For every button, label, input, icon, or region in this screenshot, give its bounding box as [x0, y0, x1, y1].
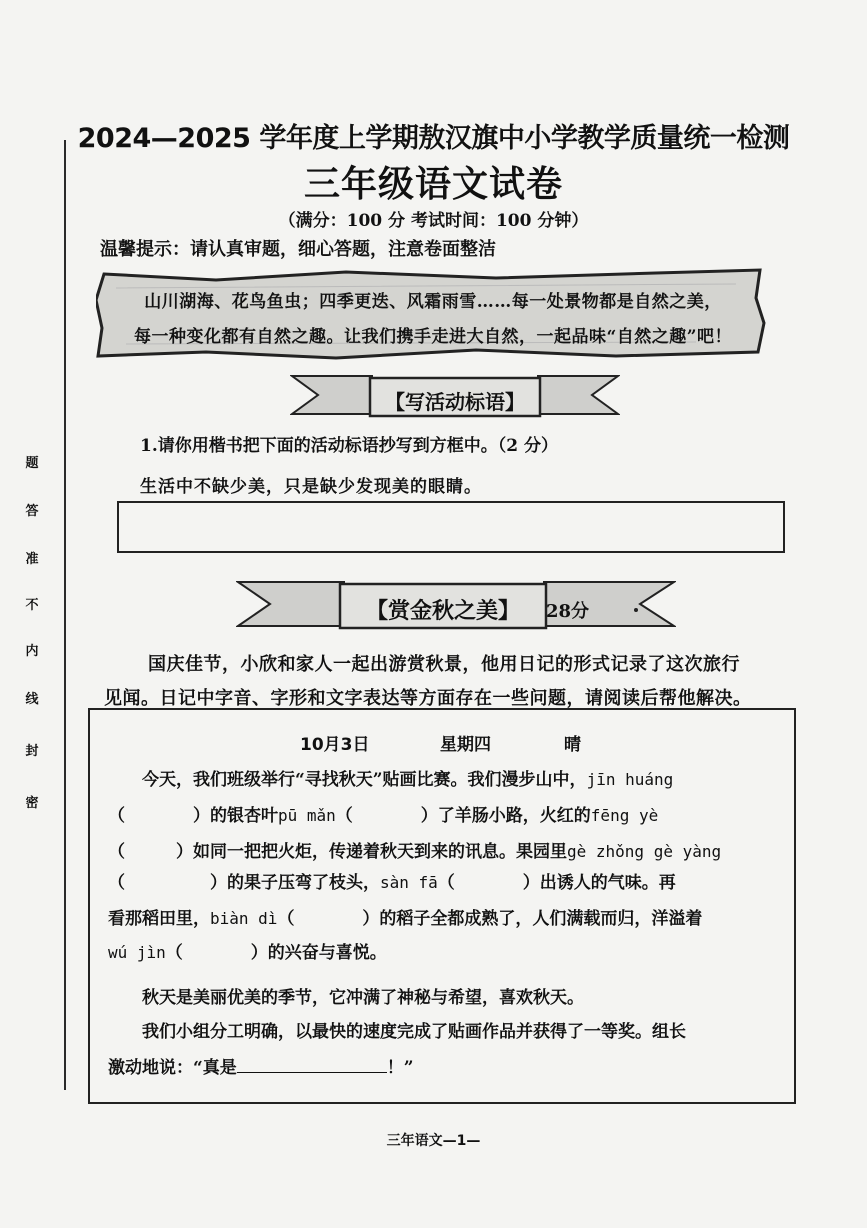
diary-text: （ ）如同一把把火炬，传递着秋天到来的讯息。果园里 — [108, 842, 567, 862]
question-1: 1.请你用楷书把下面的活动标语抄写到方框中。（2 分） — [140, 436, 558, 456]
decorative-dot — [634, 608, 638, 612]
reminder-tip: 温馨提示：请认真审题，细心答题，注意卷面整洁 — [100, 239, 496, 260]
section2-title: 【赏金秋之美】 — [365, 599, 520, 624]
margin-label: 封 — [25, 744, 39, 759]
pinyin-prompt: jīn huáng — [586, 770, 674, 789]
section2-intro-line: 国庆佳节，小欣和家人一起出游赏秋景，他用日记的形式记录了这次旅行 — [148, 654, 740, 675]
exam-subtitle: 三年级语文试卷 — [303, 164, 563, 205]
margin-label: 答 — [25, 504, 39, 519]
diary-text: （ ）的银杏叶 — [108, 806, 278, 826]
intro-banner-line: 每一种变化都有自然之趣。让我们携手走进大自然，一起品味“自然之趣”吧！ — [133, 327, 733, 347]
pinyin-prompt: sàn fā — [380, 873, 438, 892]
diary-text: 今天，我们班级举行“寻找秋天”贴画比赛。我们漫步山中， — [142, 770, 587, 790]
margin-label: 题 — [25, 456, 39, 471]
diary-paragraph-3: 我们小组分工明确，以最快的速度完成了贴画作品并获得了一等奖。组长 — [142, 1022, 686, 1042]
diary-text: （ ）了羊肠小路，火红的 — [335, 806, 591, 826]
diary-text: （ ）的兴奋与喜悦。 — [165, 943, 387, 963]
diary-text: 看那稻田里， — [108, 909, 210, 929]
diary-text: （ ）出诱人的气味。再 — [437, 873, 676, 893]
diary-text: （ ）的果子压弯了枝头， — [108, 873, 380, 893]
pinyin-prompt: wú jìn — [108, 943, 166, 962]
slogan-answer-box[interactable] — [117, 501, 785, 553]
pinyin-prompt: pū mǎn — [278, 806, 336, 825]
diary-text: （ ）的稻子全都成熟了，人们满载而归，洋溢着 — [277, 909, 703, 929]
section2-score: 28分 — [546, 601, 590, 622]
margin-label: 内 — [25, 644, 39, 659]
exclamation-blank[interactable] — [237, 1056, 387, 1073]
margin-label: 准 — [25, 552, 39, 567]
diary-text: ！” — [386, 1058, 414, 1078]
binding-margin-line — [64, 140, 66, 1090]
page-footer: 三年语文—1— — [386, 1133, 481, 1149]
pinyin-prompt: biàn dì — [210, 909, 278, 928]
activity-slogan: 生活中不缺少美，只是缺少发现美的眼睛。 — [140, 477, 482, 497]
section1-title: 【写活动标语】 — [385, 390, 525, 414]
section2-intro-line: 见闻。日记中字音、字形和文字表达等方面存在一些问题，请阅读后帮他解决。 — [104, 688, 752, 709]
score-time-info: （满分：100 分 考试时间：100 分钟） — [278, 211, 589, 231]
diary-text: 激动地说：“真是 — [108, 1058, 237, 1078]
exam-header-title: 2024—2025 学年度上学期敖汉旗中小学教学质量统一检测 — [77, 123, 790, 154]
diary-weather: 晴 — [564, 735, 581, 755]
pinyin-prompt: fēng yè — [590, 806, 659, 825]
diary-date: 10月3日 — [300, 735, 370, 755]
pinyin-prompt: gè zhǒng gè yàng — [567, 842, 722, 861]
diary-weekday: 星期四 — [440, 735, 491, 755]
margin-label: 不 — [25, 598, 39, 613]
margin-label: 线 — [25, 692, 39, 707]
diary-paragraph-2: 秋天是美丽优美的季节，它冲满了神秘与希望，喜欢秋天。 — [142, 988, 584, 1008]
margin-label: 密 — [25, 796, 39, 811]
intro-banner-line: 山川湖海、花鸟鱼虫；四季更迭、风霜雨雪……每一处景物都是自然之美， — [144, 292, 722, 312]
